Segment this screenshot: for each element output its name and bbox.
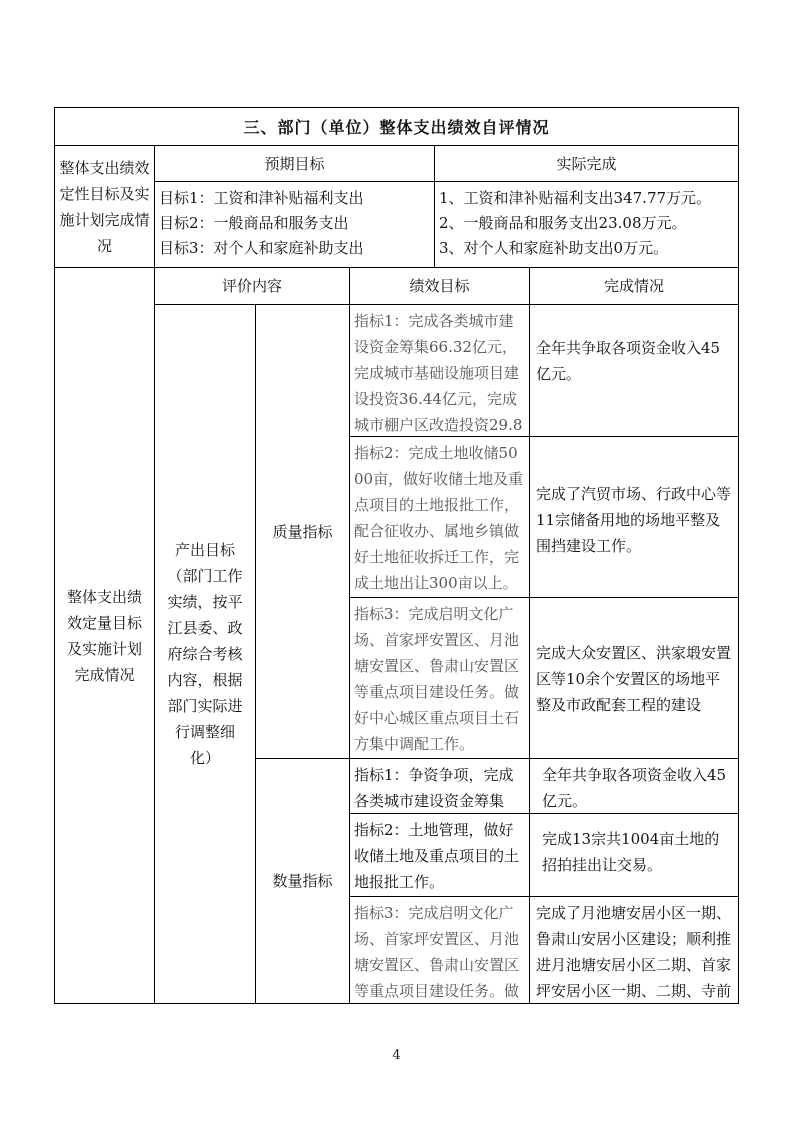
performance-goal-header: 绩效目标 [349,267,530,305]
quantity-status-1: 全年共争取各项资金收入45亿元。 [529,758,739,814]
expected-target-item: 目标2：一般商品和服务支出 [159,214,349,232]
actual-completion-item: 3、对个人和家庭补助支出0万元。 [439,239,669,257]
evaluation-content-header: 评价内容 [154,267,350,305]
output-target-label: 产出目标（部门工作实绩，按平江县委、政府综合考核内容，根据部门实际进行调整细化） [154,304,256,1004]
quality-status-3: 完成大众安置区、洪家塅安置区等10余个安置区的场地平整及市政配套工程的建设 [529,597,739,759]
expected-target-item: 目标3：对个人和家庭补助支出 [159,239,364,257]
actual-completion-item: 2、一般商品和服务支出23.08万元。 [439,214,687,232]
actual-completion-item: 1、工资和津补贴福利支出347.77万元。 [439,189,712,207]
actual-completion-list [434,181,739,268]
expected-target-header: 预期目标 [154,145,435,182]
quality-status-1: 全年共争取各项资金收入45亿元。 [529,304,739,437]
quantity-status-2: 完成13宗共1004亩土地的招拍挂出让交易。 [529,813,739,897]
quantity-goal-3: 指标3：完成启明文化广场、首家坪安置区、月池塘安置区、鲁肃山安置区等重点项目建设任务。做 [349,896,530,1004]
expected-target-list [154,181,435,268]
page-number: 4 [392,1048,401,1063]
quality-goal-1: 指标1：完成各类城市建设资金筹集66.32亿元，完成城市基础设施项目建设投资36.44亿元，完成城市棚户区改造投资29.8 [349,304,530,437]
quantity-indicator-label: 数量指标 [255,758,350,1004]
actual-completion-header: 实际完成 [434,145,739,182]
section-title: 三、部门（单位）整体支出绩效自评情况 [54,107,739,146]
completion-status-header: 完成情况 [529,267,739,305]
quantity-goal-1: 指标1：争资争项，完成各类城市建设资金筹集 [349,758,530,814]
quantity-status-3: 完成了月池塘安居小区一期、鲁肃山安居小区建设；顺利推进月池塘安居小区二期、首家坪安居小区一期、二期、寺前 [529,896,739,1004]
expected-target-item: 目标1：工资和津补贴福利支出 [159,189,364,207]
quality-goal-2: 指标2：完成土地收储5000亩，做好收储土地及重点项目的土地报批工作，配合征收办、属地乡镇做好土地征收拆迁工作，完成土地出让300亩以上。 [349,436,530,598]
quality-goal-3: 指标3：完成启明文化广场、首家坪安置区、月池塘安置区、鲁肃山安置区等重点项目建设任务。做好中心城区重点项目土石方集中调配工作。 [349,597,530,759]
quality-indicator-label: 质量指标 [255,304,350,759]
quantitative-row-label: 整体支出绩效定量目标及实施计划完成情况 [54,267,155,1004]
qualitative-row-label: 整体支出绩效定性目标及实施计划完成情况 [54,145,155,268]
quantity-goal-2: 指标2：土地管理，做好收储土地及重点项目的土地报批工作。 [349,813,530,897]
quality-status-2: 完成了汽贸市场、行政中心等11宗储备用地的场地平整及围挡建设工作。 [529,436,739,598]
